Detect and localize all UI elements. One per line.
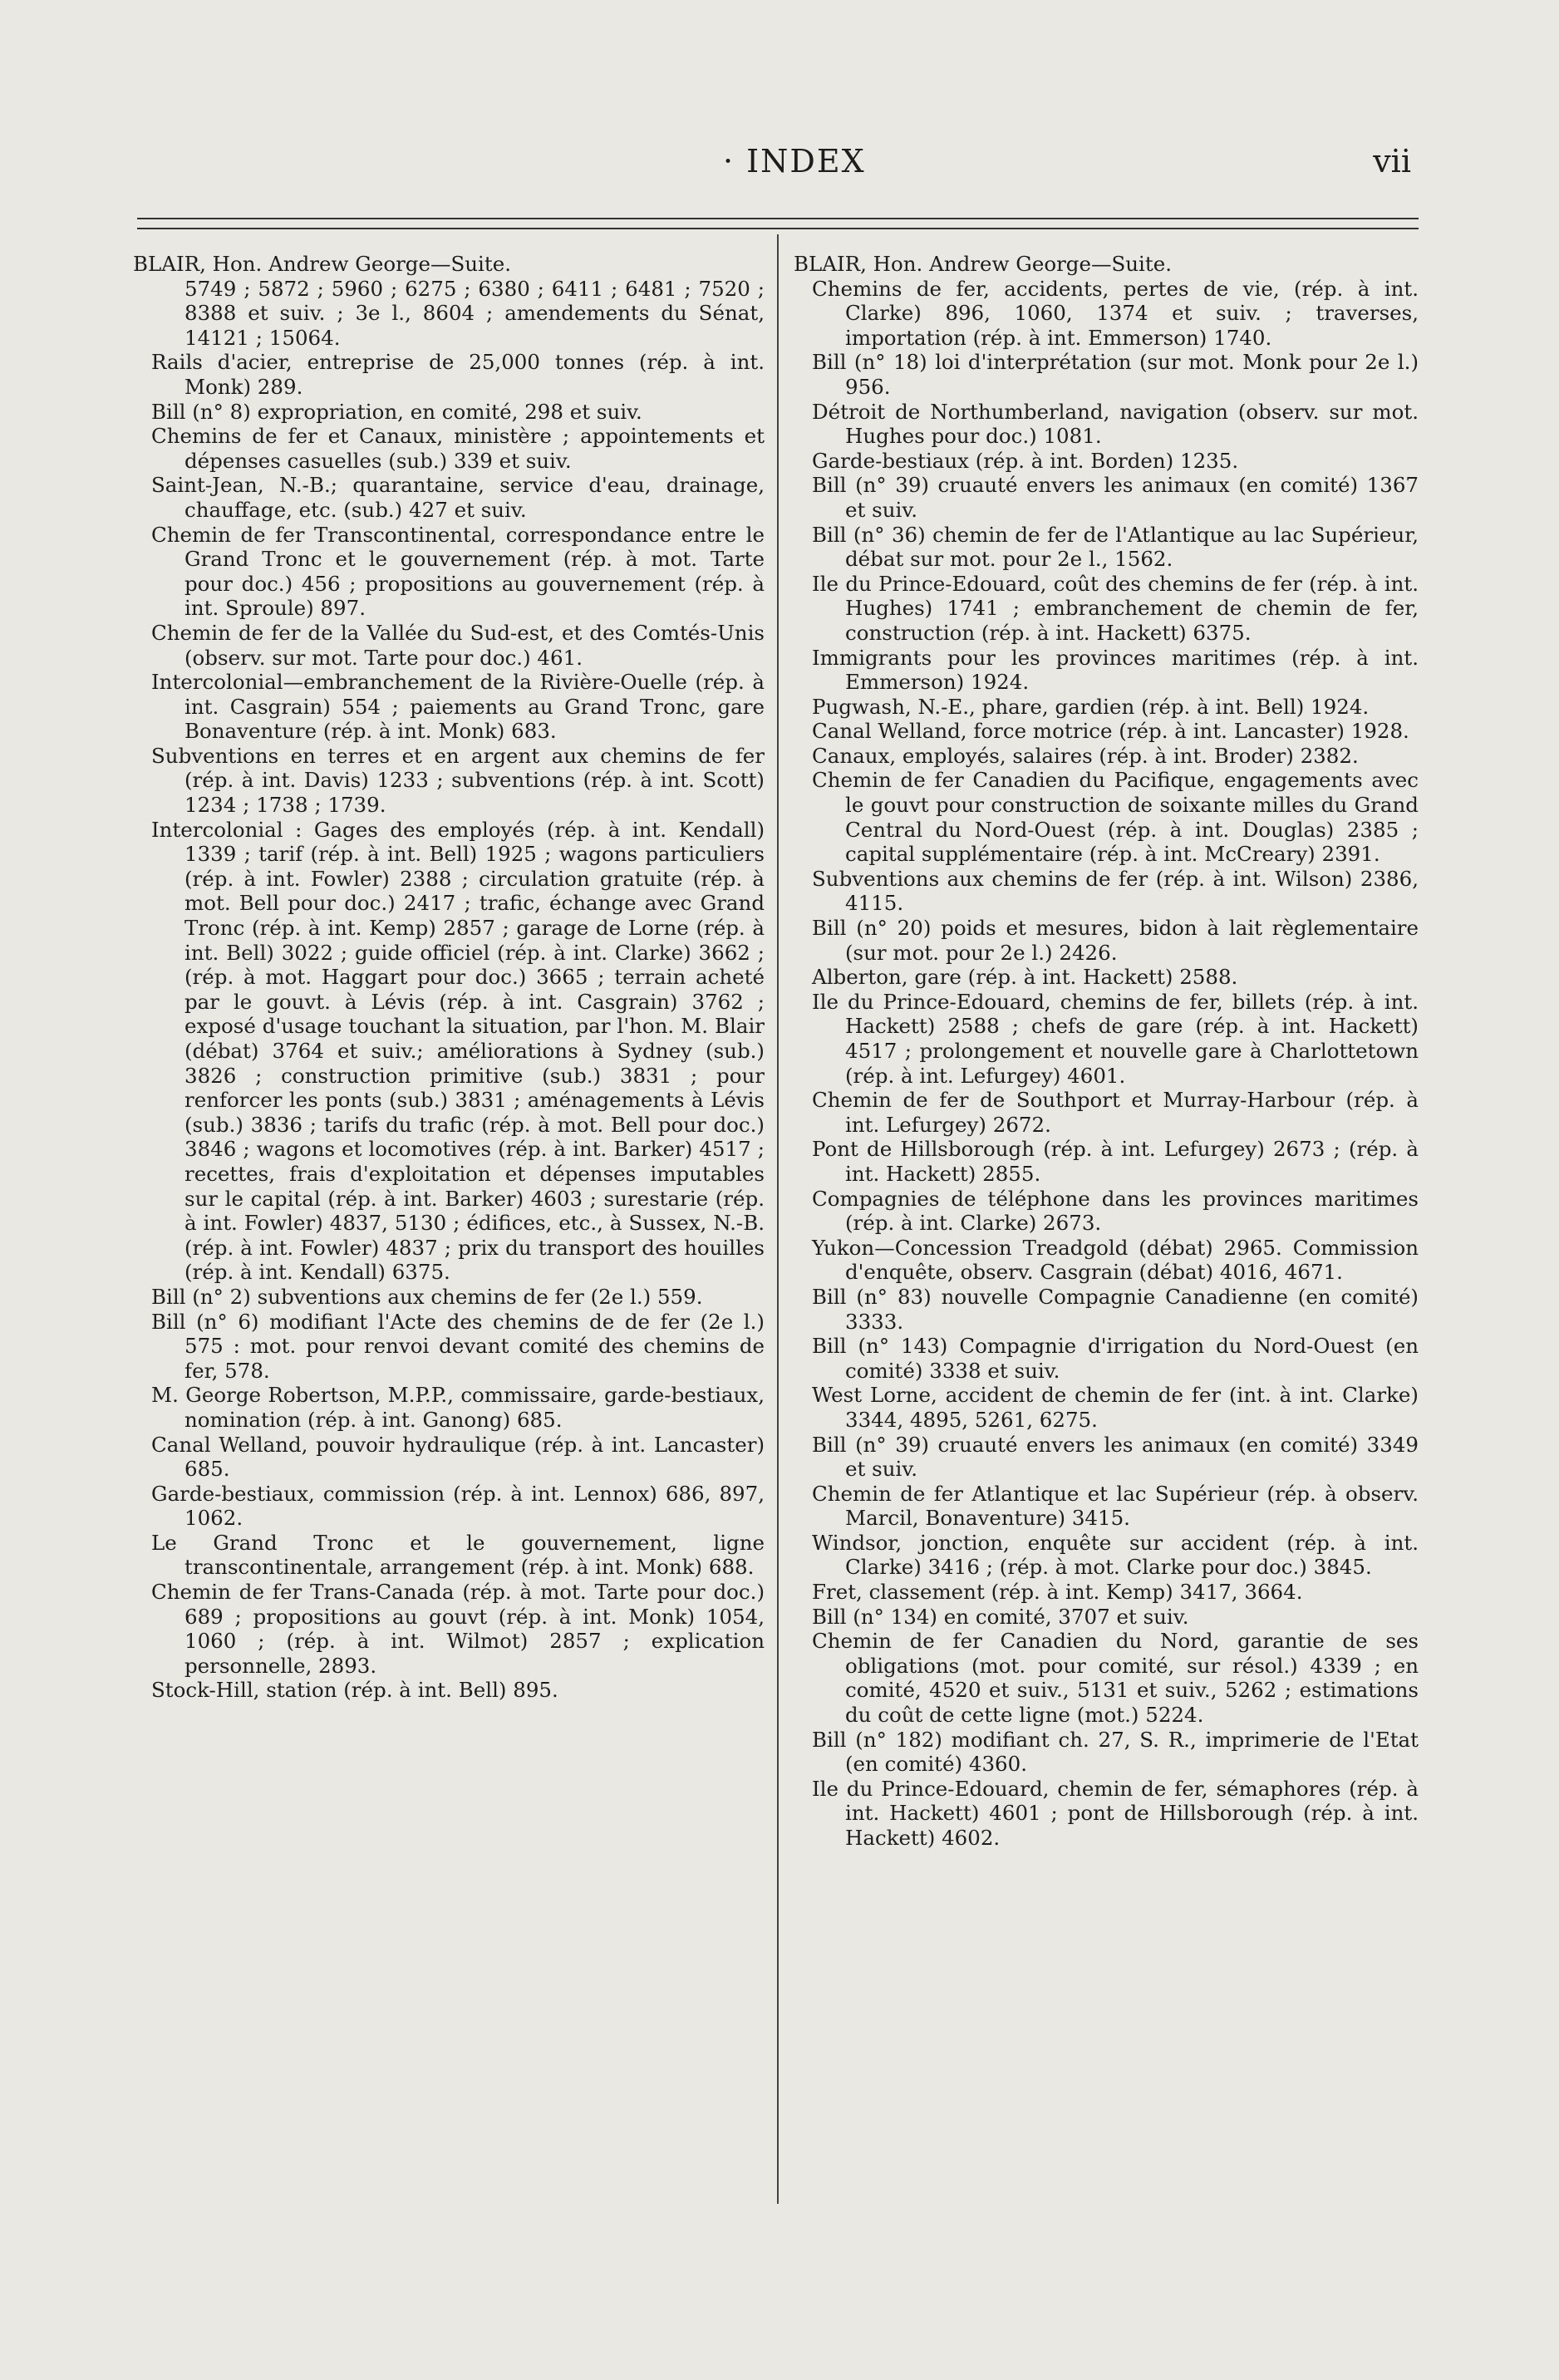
index-entry: Windsor, jonction, enquête sur accident (rép. à int. Clarke) 3416 ; (rép. à mot. Clarke pour doc.) 3845.: [812, 1530, 1419, 1580]
index-entry: Bill (n° 39) cruauté envers les animaux (en comité) 1367 et suiv.: [812, 473, 1419, 522]
index-entry: Détroit de Northumberland, navigation (observ. sur mot. Hughes pour doc.) 1081.: [812, 399, 1419, 449]
index-entry: Chemin de fer Canadien du Pacifique, engagements avec le gouvt pour construction de soixante milles du Grand Central du Nord-Ouest (rép. à int. Douglas) 2385 ; capital supplémentaire (rép. à int. McCreary) 2391.: [812, 768, 1419, 867]
index-entry: Canal Welland, force motrice (rép. à int. Lancaster) 1928.: [812, 719, 1409, 744]
left-column-continuation: 5749 ; 5872 ; 5960 ; 6275 ; 6380 ; 6411 ; 6481 ; 7520 ; 8388 et suiv. ; 3e l., 8604 ; amendements du Sénat, 14121 ; 15064.: [184, 276, 765, 350]
index-entry: Compagnies de téléphone dans les provinces maritimes (rép. à int. Clarke) 2673.: [812, 1186, 1419, 1236]
running-head: [0, 143, 1559, 193]
index-entry: Bill (n° 182) modifiant ch. 27, S. R., imprimerie de l'Etat (en comité) 4360.: [812, 1727, 1419, 1777]
index-entry: Pugwash, N.-E., phare, gardien (rép. à int. Bell) 1924.: [812, 694, 1370, 719]
index-entry: Le Grand Tronc et le gouvernement, ligne transcontinentale, arrangement (rép. à int. Monk) 688.: [151, 1530, 765, 1580]
index-entry: Ile du Prince-Edouard, chemins de fer, billets (rép. à int. Hackett) 2588 ; chefs de gare (rép. à int. Hackett) 4517 ; prolongement et nouvelle gare à Charlottetown (rép. à int. Lefurgey) 4601.: [812, 989, 1419, 1088]
index-entry: Bill (n° 134) en comité, 3707 et suiv.: [812, 1604, 1189, 1629]
index-entry: Chemin de fer Trans-Canada (rép. à mot. Tarte pour doc.) 689 ; propositions au gouvt (rép. à int. Monk) 1054, 1060 ; (rép. à int. Wilmot) 2857 ; explication personnelle, 2893.: [151, 1580, 765, 1678]
index-entry: Stock-Hill, station (rép. à int. Bell) 895.: [151, 1678, 558, 1703]
index-entry: Chemins de fer et Canaux, ministère ; appointements et dépenses casuelles (sub.) 339 et suiv.: [151, 424, 765, 473]
header-rule-bottom: [137, 228, 1419, 229]
right-column: [794, 252, 1419, 1851]
index-entry: Bill (n° 20) poids et mesures, bidon à lait règlementaire (sur mot. pour 2e l.) 2426.: [812, 916, 1419, 965]
index-entry: Alberton, gare (rép. à int. Hackett) 2588.: [812, 965, 1238, 990]
index-entry: Subventions aux chemins de fer (rép. à int. Wilson) 2386, 4115.: [812, 866, 1419, 916]
column-divider: [777, 234, 779, 2204]
index-entry: Garde-bestiaux (rép. à int. Borden) 1235.: [812, 448, 1239, 473]
index-entry: Rails d'acier, entreprise de 25,000 tonnes (rép. à int. Monk) 289.: [151, 350, 765, 399]
index-entry: Canal Welland, pouvoir hydraulique (rép. à int. Lancaster) 685.: [151, 1432, 765, 1482]
index-entry: Ile du Prince-Edouard, chemin de fer, sémaphores (rép. à int. Hackett) 4601 ; pont de Hillsborough (rép. à int. Hackett) 4602.: [812, 1776, 1419, 1850]
index-entry: Bill (n° 6) modifiant l'Acte des chemins de de fer (2e l.) 575 : mot. pour renvoi devant comité des chemins de fer, 578.: [151, 1309, 765, 1383]
index-entry: Bill (n° 83) nouvelle Compagnie Canadienne (en comité) 3333.: [812, 1284, 1419, 1334]
running-title: · INDEX: [723, 143, 866, 179]
right-column-heading: BLAIR, Hon. Andrew George—Suite.: [794, 252, 1173, 276]
index-entry: Bill (n° 18) loi d'interprétation (sur mot. Monk pour 2e l.) 956.: [812, 350, 1419, 399]
index-entry: Bill (n° 2) subventions aux chemins de fer (2e l.) 559.: [151, 1284, 703, 1309]
index-entry: Bill (n° 8) expropriation, en comité, 298 et suiv.: [151, 399, 642, 424]
index-entry: Chemins de fer, accidents, pertes de vie, (rép. à int. Clarke) 896, 1060, 1374 et suiv. ; traverses, importation (rép. à int. Emmerson) 1740.: [812, 276, 1419, 350]
index-entry: Ile du Prince-Edouard, coût des chemins de fer (rép. à int. Hughes) 1741 ; embranchement de chemin de fer, construction (rép. à int. Hackett) 6375.: [812, 571, 1419, 645]
index-entry: Pont de Hillsborough (rép. à int. Lefurgey) 2673 ; (rép. à int. Hackett) 2855.: [812, 1137, 1419, 1186]
left-column-heading: BLAIR, Hon. Andrew George—Suite.: [133, 252, 512, 276]
index-entry: Saint-Jean, N.-B.; quarantaine, service d'eau, drainage, chauffage, etc. (sub.) 427 et suiv.: [151, 473, 765, 522]
index-entry: Yukon—Concession Treadgold (débat) 2965. Commission d'enquête, observ. Casgrain (débat) 4016, 4671.: [812, 1235, 1419, 1285]
index-entry: Garde-bestiaux, commission (rép. à int. Lennox) 686, 897, 1062.: [151, 1481, 765, 1531]
index-entry: West Lorne, accident de chemin de fer (int. à int. Clarke) 3344, 4895, 5261, 6275.: [812, 1383, 1419, 1432]
header-rule-top: [137, 218, 1419, 219]
index-entry: Chemin de fer de la Vallée du Sud-est, et des Comtés-Unis (observ. sur mot. Tarte pour doc.) 461.: [151, 620, 765, 670]
index-entry: Immigrants pour les provinces maritimes (rép. à int. Emmerson) 1924.: [812, 645, 1419, 695]
index-entry: Chemin de fer Canadien du Nord, garantie de ses obligations (mot. pour comité, sur résol.) 4339 ; en comité, 4520 et suiv., 5131 et suiv., 5262 ; estimations du coût de cette ligne (mot.) 5224.: [812, 1629, 1419, 1728]
index-entry: Bill (n° 143) Compagnie d'irrigation du Nord-Ouest (en comité) 3338 et suiv.: [812, 1334, 1419, 1383]
index-entry: Chemin de fer de Southport et Murray-Harbour (rép. à int. Lefurgey) 2672.: [812, 1088, 1419, 1137]
index-entry: M. George Robertson, M.P.P., commissaire, garde-bestiaux, nomination (rép. à int. Ganong) 685.: [151, 1383, 765, 1432]
index-entry: Intercolonial—embranchement de la Rivière-Ouelle (rép. à int. Casgrain) 554 ; paiements au Grand Tronc, gare Bonaventure (rép. à int. Monk) 683.: [151, 670, 765, 744]
index-entry: Intercolonial : Gages des employés (rép. à int. Kendall) 1339 ; tarif (rép. à int. Bell) 1925 ; wagons particuliers (rép. à int. Fowler) 2388 ; circulation gratuite (rép. à mot. Bell pour doc.) 2417 ; trafic, échange avec Grand Tronc (rép. à int. Kemp) 2857 ; garage de Lorne (rép. à int. Bell) 3022 ; guide officiel (rép. à int. Clarke) 3662 ; (rép. à mot. Haggart pour doc.) 3665 ; terrain acheté par le gouvt. à Lévis (rép. à int. Casgrain) 3762 ; exposé d'usage touchant la situation, par l'hon. M. Blair (débat) 3764 et suiv.; améliorations à Sydney (sub.) 3826 ; construction primitive (sub.) 3831 ; pour renforcer les ponts (sub.) 3831 ; aménagements à Lévis (sub.) 3836 ; tarifs du trafic (rép. à mot. Bell pour doc.) 3846 ; wagons et locomotives (rép. à int. Barker) 4517 ; recettes, frais d'exploitation et dépenses imputables sur le capital (rép. à int. Barker) 4603 ; surestarie (rép. à int. Fowler) 4837, 5130 ; édifices, etc., à Sussex, N.-B. (rép. à int. Fowler) 4837 ; prix du transport des houilles (rép. à int. Kendall) 6375.: [151, 817, 765, 1285]
right-entry-list: [794, 277, 1419, 1851]
index-entry: Chemin de fer Transcontinental, correspondance entre le Grand Tronc et le gouvernement (rép. à mot. Tarte pour doc.) 456 ; propositions au gouvernement (rép. à int. Sproule) 897.: [151, 522, 765, 621]
left-entry-list: [133, 350, 765, 1703]
left-column: [133, 252, 765, 1703]
index-entry: Chemin de fer Atlantique et lac Supérieur (rép. à observ. Marcil, Bonaventure) 3415.: [812, 1481, 1419, 1531]
index-entry: Canaux, employés, salaires (rép. à int. Broder) 2382.: [812, 743, 1359, 768]
page-number: vii: [1373, 143, 1411, 179]
index-entry: Subventions en terres et en argent aux chemins de fer (rép. à int. Davis) 1233 ; subventions (rép. à int. Scott) 1234 ; 1738 ; 1739.: [151, 743, 765, 818]
index-entry: Bill (n° 39) cruauté envers les animaux (en comité) 3349 et suiv.: [812, 1432, 1419, 1482]
index-entry: Bill (n° 36) chemin de fer de l'Atlantique au lac Supérieur, débat sur mot. pour 2e l., 1562.: [812, 522, 1419, 572]
index-entry: Fret, classement (rép. à int. Kemp) 3417, 3664.: [812, 1580, 1303, 1605]
